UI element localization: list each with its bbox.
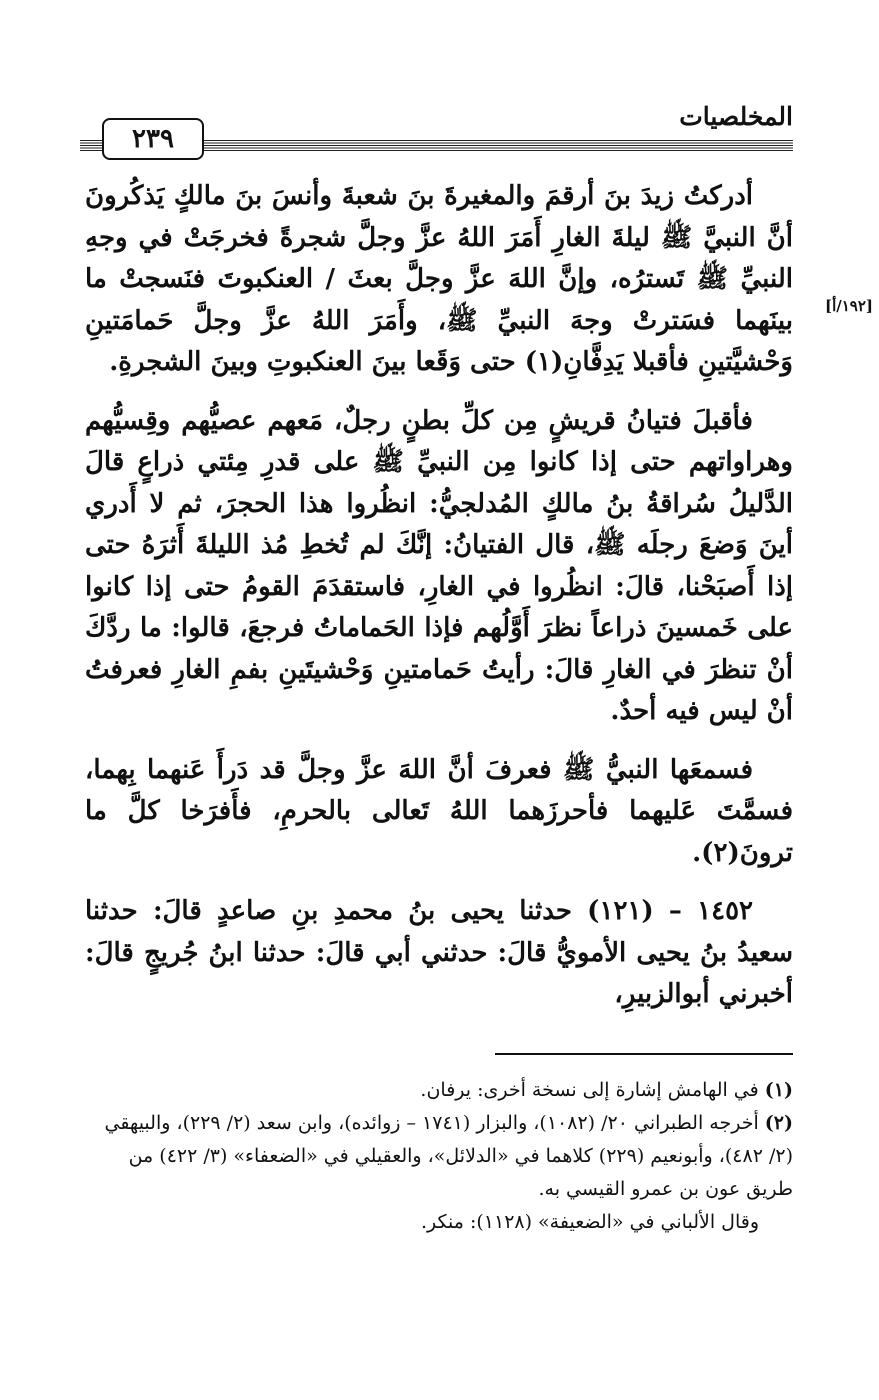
footnote-separator bbox=[495, 1053, 793, 1055]
footnote-number: (٢) bbox=[764, 1112, 793, 1134]
footnote-text: في الهامش إشارة إلى نسخة أخرى: يرفان. bbox=[420, 1079, 759, 1101]
footnote-2 bbox=[85, 1107, 793, 1206]
page-number: ٢٣٩ bbox=[102, 118, 204, 160]
footnotes bbox=[85, 1074, 793, 1239]
paragraph: أدركتُ زيدَ بنَ أرقمَ والمغيرةَ بنَ شعبةَ وأنسَ بنَ مالكٍ يَذكُرونَ أنَّ النبيَّ ﷺ ليلةَ الغارِ أَمَرَ اللهُ عزَّ وجلَّ شجرةً فخرجَتْ في وجهِ النبيِّ ﷺ تَسترُه، وإنَّ اللهَ عزَّ وجلَّ بعثَ / العنكبوتَ فنَسجتْ ما بينَهما فسَترتْ وجهَ النبيِّ ﷺ، وأَمَرَ اللهُ عزَّ وجلَّ حَمامَتينِ وَحْشيَّتينِ فأقبلا يَدِفَّانِ(١) حتى وَقَعا بينَ العنكبوتِ وبينَ الشجرةِ. bbox=[85, 181, 793, 377]
page-header bbox=[80, 100, 793, 160]
footnote-2-continuation: وقال الألباني في «الضعيفة» (١١٢٨): منكر. bbox=[421, 1211, 759, 1233]
running-title: المخلصيات bbox=[679, 102, 793, 131]
paragraph-hadith-1452: ١٤٥٢ – (١٢١) حدثنا يحيى بنُ محمدِ بنِ صاعدٍ قالَ: حدثنا سعيدُ بنُ يحيى الأمويُّ قالَ: حدثني أبي قالَ: حدثنا ابنُ جُريجٍ قالَ: أخبرني أبوالزبيرِ، bbox=[85, 896, 793, 1009]
paragraph: فسمعَها النبيُّ ﷺ فعرفَ أنَّ اللهَ عزَّ وجلَّ قد دَرأَ عَنهما بِهما، فسمَّتَ عَليهما فأحرزَهما اللهُ تَعالى بالحرمِ، فأَفرَخا كلَّ ما ترونَ(٢). bbox=[85, 754, 793, 868]
footnote-1 bbox=[85, 1074, 793, 1107]
footnote-number: (١) bbox=[764, 1079, 793, 1101]
manuscript-folio-marker: [١٩٢/أ] bbox=[824, 297, 873, 315]
paragraph: فأقبلَ فتيانُ قريشٍ مِن كلِّ بطنٍ رجلٌ، مَعهم عصيُّهم وقِسيُّهم وهراواتهم حتى إذا كانوا مِن النبيِّ ﷺ على قدرِ مِئتي ذراعٍ قالَ الدَّليلُ سُراقةُ بنُ مالكٍ المُدلجيُّ: انظُروا هذا الحجرَ، ثم لا أَدري أينَ وَضعَ رجلَه ﷺ، قال الفتيانُ: إنَّكَ لم تُخطِ مُذ الليلةَ أَثرَهُ حتى إذا أَصبَحْنا، قالَ: انظُروا في الغارِ، فاستقدَمَ القومُ حتى إذا كانوا على خَمسينَ ذراعاً نظرَ أَوَّلُهم فإذا الحَماماتُ فرجعَ، قالوا: ما ردَّكَ أنْ تنظرَ في الغارِ قالَ: رأيتُ حَمامتينِ وَحْشيتَينِ بفمِ الغارِ فعرفتُ أنْ ليس فيه أحدٌ. bbox=[85, 405, 793, 726]
main-text bbox=[85, 176, 793, 1033]
footnote-text: أخرجه الطبراني ٢٠/ (١٠٨٢)، والبزار (١٧٤١ – زوائده)، وابن سعد (٢/ ٢٢٩)، والبيهقي (٢/ ٤٨٢)، وأبونعيم (٢٢٩) كلاهما في «الدلائل»، والعقيلي في «الضعفاء» (٣/ ٤٢٢) من طريق عون بن عمرو القيسي به. bbox=[104, 1112, 793, 1200]
